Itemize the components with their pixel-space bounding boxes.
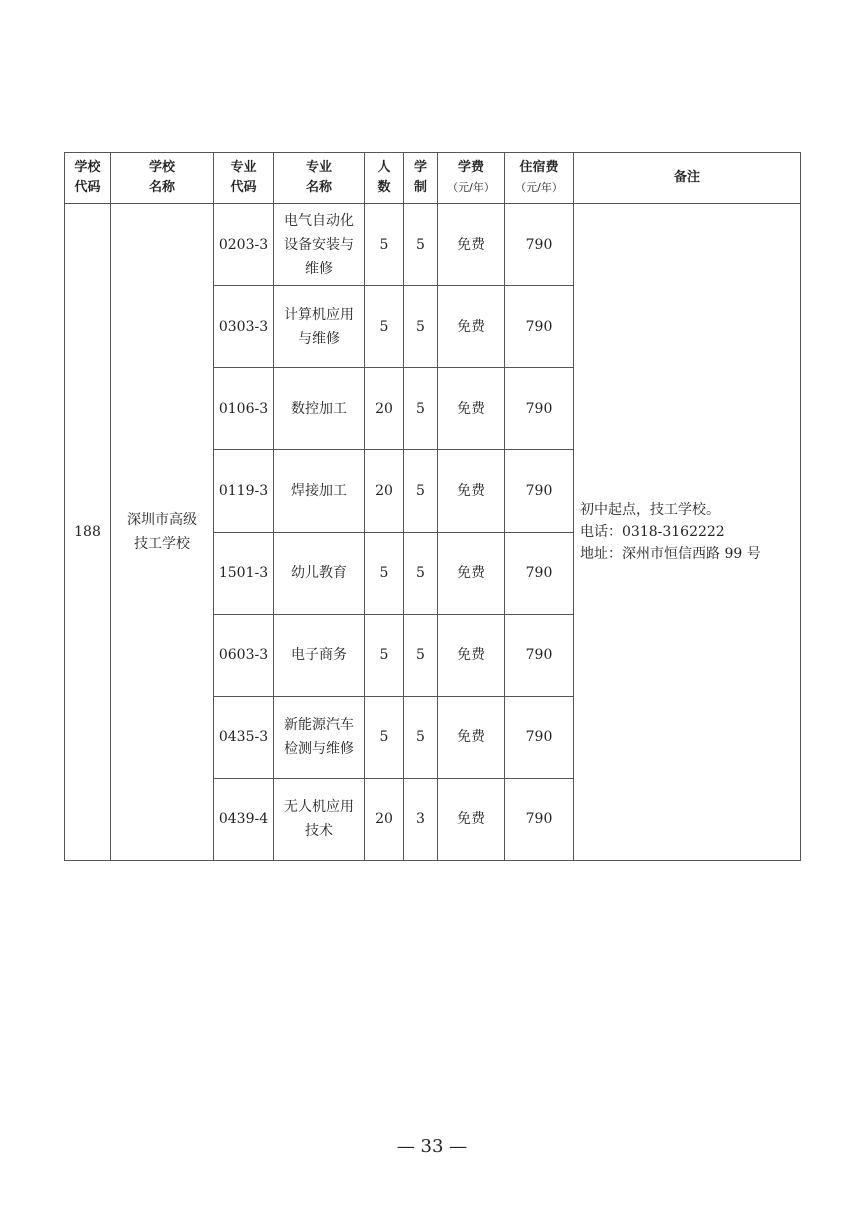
count-cell: 5 bbox=[365, 286, 404, 368]
years-cell: 5 bbox=[404, 204, 438, 286]
count-cell: 20 bbox=[365, 368, 404, 450]
years-cell: 5 bbox=[404, 368, 438, 450]
header-years: 学 制 bbox=[404, 153, 438, 204]
tuition-cell: 免费 bbox=[438, 450, 505, 532]
school-code-cell: 188 bbox=[65, 204, 111, 861]
count-cell: 5 bbox=[365, 204, 404, 286]
header-remark: 备注 bbox=[574, 153, 801, 204]
count-cell: 20 bbox=[365, 778, 404, 860]
remark-cell: 初中起点，技工学校。 电话：0318-3162222 地址：深州市恒信西路 99 号 bbox=[574, 204, 801, 861]
major-code-cell: 0119-3 bbox=[214, 450, 274, 532]
major-code-cell: 0303-3 bbox=[214, 286, 274, 368]
tuition-cell: 免费 bbox=[438, 778, 505, 860]
lodging-cell: 790 bbox=[505, 778, 574, 860]
lodging-cell: 790 bbox=[505, 204, 574, 286]
lodging-cell: 790 bbox=[505, 368, 574, 450]
enrollment-table bbox=[64, 152, 801, 861]
header-lodging-label: 住宿费 bbox=[519, 160, 559, 175]
header-major-code: 专业 代码 bbox=[214, 153, 274, 204]
header-tuition-unit: （元/年） bbox=[447, 181, 495, 194]
header-school-code: 学校 代码 bbox=[65, 153, 111, 204]
years-cell: 5 bbox=[404, 614, 438, 696]
major-name-cell: 焊接加工 bbox=[274, 450, 365, 532]
tuition-cell: 免费 bbox=[438, 368, 505, 450]
table-row bbox=[65, 204, 801, 286]
tuition-cell: 免费 bbox=[438, 286, 505, 368]
header-lodging bbox=[505, 153, 574, 204]
lodging-cell: 790 bbox=[505, 614, 574, 696]
lodging-cell: 790 bbox=[505, 532, 574, 614]
header-major-name: 专业 名称 bbox=[274, 153, 365, 204]
tuition-cell: 免费 bbox=[438, 696, 505, 778]
years-cell: 5 bbox=[404, 696, 438, 778]
lodging-cell: 790 bbox=[505, 696, 574, 778]
lodging-cell: 790 bbox=[505, 286, 574, 368]
tuition-cell: 免费 bbox=[438, 532, 505, 614]
major-code-cell: 0106-3 bbox=[214, 368, 274, 450]
major-code-cell: 0203-3 bbox=[214, 204, 274, 286]
major-name-cell: 计算机应用 与维修 bbox=[274, 286, 365, 368]
major-code-cell: 0603-3 bbox=[214, 614, 274, 696]
major-name-cell: 电气自动化 设备安装与 维修 bbox=[274, 204, 365, 286]
count-cell: 5 bbox=[365, 532, 404, 614]
lodging-cell: 790 bbox=[505, 450, 574, 532]
header-row bbox=[65, 153, 801, 204]
header-tuition bbox=[438, 153, 505, 204]
major-name-cell: 数控加工 bbox=[274, 368, 365, 450]
years-cell: 5 bbox=[404, 532, 438, 614]
count-cell: 5 bbox=[365, 614, 404, 696]
major-name-cell: 电子商务 bbox=[274, 614, 365, 696]
tuition-cell: 免费 bbox=[438, 204, 505, 286]
years-cell: 3 bbox=[404, 778, 438, 860]
page-number: — 33 — bbox=[396, 1136, 468, 1157]
count-cell: 20 bbox=[365, 450, 404, 532]
tuition-cell: 免费 bbox=[438, 614, 505, 696]
header-tuition-label: 学费 bbox=[457, 160, 484, 175]
major-name-cell: 无人机应用 技术 bbox=[274, 778, 365, 860]
years-cell: 5 bbox=[404, 286, 438, 368]
major-code-cell: 0439-4 bbox=[214, 778, 274, 860]
years-cell: 5 bbox=[404, 450, 438, 532]
major-name-cell: 新能源汽车 检测与维修 bbox=[274, 696, 365, 778]
header-school-name: 学校 名称 bbox=[111, 153, 214, 204]
major-code-cell: 0435-3 bbox=[214, 696, 274, 778]
school-name-cell: 深圳市高级 技工学校 bbox=[111, 204, 214, 861]
header-count: 人 数 bbox=[365, 153, 404, 204]
major-code-cell: 1501-3 bbox=[214, 532, 274, 614]
header-lodging-unit: （元/年） bbox=[515, 181, 563, 194]
count-cell: 5 bbox=[365, 696, 404, 778]
major-name-cell: 幼儿教育 bbox=[274, 532, 365, 614]
